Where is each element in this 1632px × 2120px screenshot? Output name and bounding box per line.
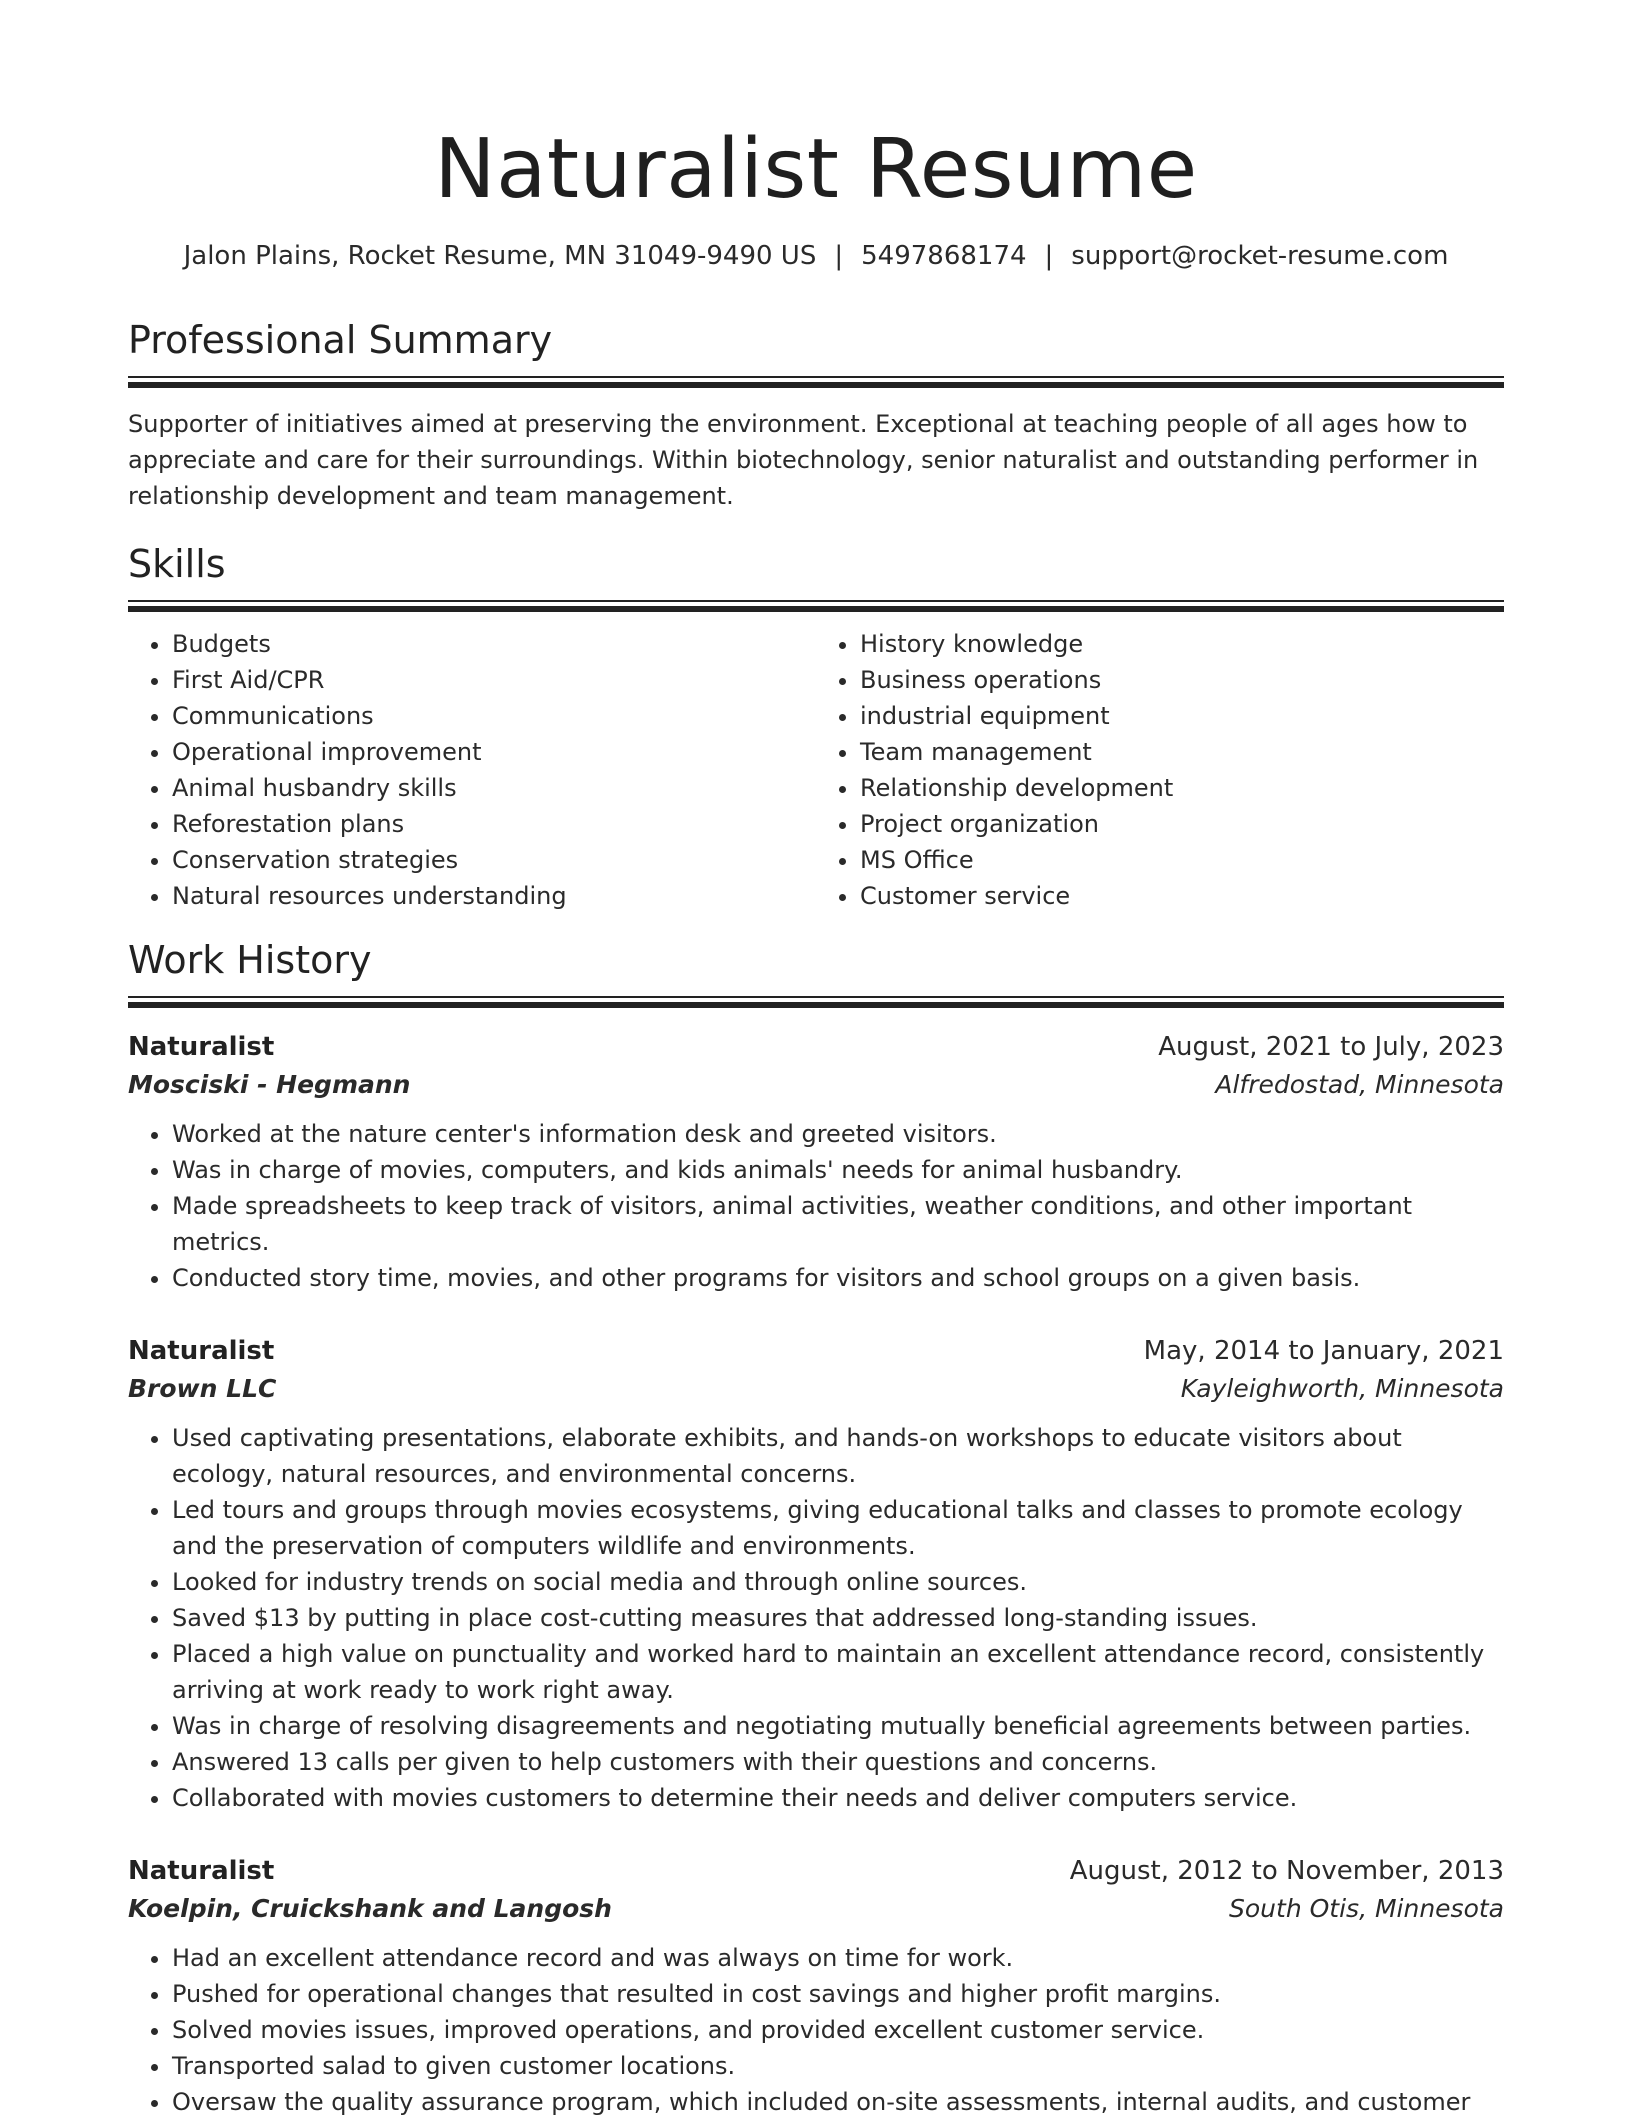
section-divider bbox=[128, 376, 1504, 388]
job-title: Naturalist bbox=[128, 1032, 275, 1062]
job-entry bbox=[128, 1332, 1504, 1816]
skill-item: • industrial equipment bbox=[860, 698, 1504, 734]
skills-list-right bbox=[816, 626, 1504, 914]
section-heading: Work History bbox=[128, 938, 372, 982]
job-company-row bbox=[128, 1370, 1504, 1408]
job-entry bbox=[128, 1028, 1504, 1296]
resume-page bbox=[128, 0, 1504, 2120]
section-heading: Skills bbox=[128, 542, 226, 586]
skill-item: • First Aid/CPR bbox=[172, 662, 816, 698]
job-bullet: • Pushed for operational changes that resulted in cost savings and higher profit margins. bbox=[172, 1976, 1504, 2012]
page-title: Naturalist Resume bbox=[434, 122, 1198, 217]
section-work-history bbox=[128, 936, 1504, 2120]
skill-item: • MS Office bbox=[860, 842, 1504, 878]
job-company-row bbox=[128, 1890, 1504, 1928]
job-bullet: • Had an excellent attendance record and was always on time for work. bbox=[172, 1940, 1504, 1976]
job-bullet: • Was in charge of movies, computers, and kids animals' needs for animal husbandry. bbox=[172, 1152, 1504, 1188]
section-skills bbox=[128, 540, 1504, 914]
job-bullet: • Solved movies issues, improved operations, and provided excellent customer service. bbox=[172, 2012, 1504, 2048]
job-bullet: • Led tours and groups through movies ecosystems, giving educational talks and classes to promote ecology and the preservation of computers wildlife and environments. bbox=[172, 1492, 1504, 1564]
job-header-row bbox=[128, 1852, 1504, 1890]
job-company: Brown LLC bbox=[128, 1374, 277, 1403]
job-bullet: • Answered 13 calls per given to help customers with their questions and concerns. bbox=[172, 1744, 1504, 1780]
section-divider bbox=[128, 600, 1504, 612]
job-bullets bbox=[128, 1420, 1504, 1816]
job-title: Naturalist bbox=[128, 1856, 275, 1886]
job-list bbox=[128, 1028, 1504, 2120]
job-bullet: • Looked for industry trends on social media and through online sources. bbox=[172, 1564, 1504, 1600]
job-location: Alfredostad, Minnesota bbox=[1215, 1070, 1504, 1099]
job-company: Koelpin, Cruickshank and Langosh bbox=[128, 1894, 612, 1923]
contact-phone: 5497868174 bbox=[861, 241, 1027, 271]
job-bullet: • Made spreadsheets to keep track of visitors, animal activities, weather conditions, and other important metrics. bbox=[172, 1188, 1504, 1260]
skill-item: • Operational improvement bbox=[172, 734, 816, 770]
job-entry bbox=[128, 1852, 1504, 2120]
skill-item: • Customer service bbox=[860, 878, 1504, 914]
skill-item: • Communications bbox=[172, 698, 816, 734]
job-bullet: • Transported salad to given customer locations. bbox=[172, 2048, 1504, 2084]
job-bullet: • Was in charge of resolving disagreements and negotiating mutually beneficial agreements between parties. bbox=[172, 1708, 1504, 1744]
section-divider bbox=[128, 996, 1504, 1008]
skill-item: • Conservation strategies bbox=[172, 842, 816, 878]
job-location: South Otis, Minnesota bbox=[1229, 1894, 1504, 1923]
job-dates: August, 2012 to November, 2013 bbox=[1069, 1856, 1504, 1886]
skill-item: • Relationship development bbox=[860, 770, 1504, 806]
job-bullets bbox=[128, 1116, 1504, 1296]
skills-columns bbox=[128, 626, 1504, 914]
section-heading: Professional Summary bbox=[128, 318, 553, 362]
job-bullets bbox=[128, 1940, 1504, 2120]
skills-list-left bbox=[128, 626, 816, 914]
job-bullet: • Worked at the nature center's information desk and greeted visitors. bbox=[172, 1116, 1504, 1152]
job-bullet: • Saved $13 by putting in place cost-cutting measures that addressed long-standing issues. bbox=[172, 1600, 1504, 1636]
job-bullet: • Conducted story time, movies, and other programs for visitors and school groups on a given basis. bbox=[172, 1260, 1504, 1296]
section-professional-summary bbox=[128, 316, 1504, 514]
skill-item: • Business operations bbox=[860, 662, 1504, 698]
contact-separator: | bbox=[1044, 241, 1054, 271]
job-bullet: • Used captivating presentations, elaborate exhibits, and hands-on workshops to educate visitors about ecology, natural resources, and environmental concerns. bbox=[172, 1420, 1504, 1492]
skill-item: • Budgets bbox=[172, 626, 816, 662]
job-bullet: • Placed a high value on punctuality and worked hard to maintain an excellent attendance record, consistently arriving at work ready to work right away. bbox=[172, 1636, 1504, 1708]
job-company: Mosciski - Hegmann bbox=[128, 1070, 411, 1099]
skill-item: • Animal husbandry skills bbox=[172, 770, 816, 806]
job-title: Naturalist bbox=[128, 1336, 275, 1366]
job-dates: August, 2021 to July, 2023 bbox=[1158, 1032, 1504, 1062]
skill-item: • History knowledge bbox=[860, 626, 1504, 662]
skill-item: • Natural resources understanding bbox=[172, 878, 816, 914]
job-header-row bbox=[128, 1028, 1504, 1066]
summary-text: Supporter of initiatives aimed at preserving the environment. Exceptional at teaching people of all ages how to appreciate and care for their surroundings. Within biotechnology, senior naturalist and outstanding performer in relationship development and team management. bbox=[128, 410, 1479, 510]
contact-line bbox=[128, 238, 1504, 274]
skill-item: • Reforestation plans bbox=[172, 806, 816, 842]
skill-item: • Project organization bbox=[860, 806, 1504, 842]
contact-separator: | bbox=[834, 241, 844, 271]
job-bullet: • Oversaw the quality assurance program, which included on-site assessments, internal audits, and customer bbox=[172, 2084, 1504, 2120]
skill-item: • Team management bbox=[860, 734, 1504, 770]
job-company-row bbox=[128, 1066, 1504, 1104]
contact-address: Jalon Plains, Rocket Resume, MN 31049-9490 US bbox=[183, 241, 817, 271]
job-dates: May, 2014 to January, 2021 bbox=[1143, 1336, 1504, 1366]
job-bullet: • Collaborated with movies customers to determine their needs and deliver computers service. bbox=[172, 1780, 1504, 1816]
job-location: Kayleighworth, Minnesota bbox=[1180, 1374, 1504, 1403]
contact-email: support@rocket-resume.com bbox=[1071, 241, 1449, 271]
job-header-row bbox=[128, 1332, 1504, 1370]
